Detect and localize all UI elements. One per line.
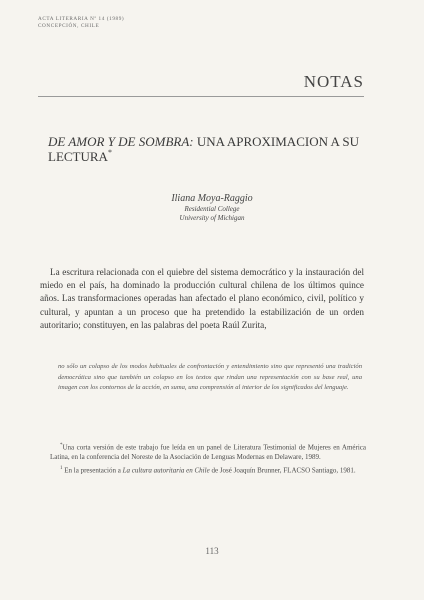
footnotes (50, 441, 366, 476)
footnote-2-suffix: de José Joaquín Brunner, FLACSO Santiago, 1981. (209, 465, 356, 474)
byline (0, 192, 424, 223)
footnote-1-text: Una corta versión de este trabajo fue leída en un panel de Literatura Testimonial de Mujeres en América Latina, en la conferencia del Noreste de la Asociación de Lenguas Modernas en Delaware, 1989. (50, 443, 366, 461)
footnote-2 (50, 464, 366, 476)
section-label: NOTAS (303, 72, 364, 91)
affiliation-university: University of Michigan (179, 214, 245, 222)
title-rest: UNA APROXIMACION A SU LECTURA (48, 134, 360, 164)
title-italic-part: DE AMOR Y DE SOMBRA: (48, 134, 194, 149)
footnote-2-book-title: La cultura autoritaria en Chile (122, 465, 210, 474)
footnote-1-marker: * (60, 443, 63, 448)
journal-location: CONCEPCIÓN, CHILE (38, 23, 100, 29)
author-name: Iliana Moya-Raggio (171, 193, 253, 204)
footnote-2-marker: 1 (60, 465, 63, 471)
body-paragraph: La escritura relacionada con el quiebre del sistema democrático y la instauración del miedo en el país, ha dominado la producción cultural chilena de los últimos quince años. Las transformaciones operadas han afectado el plano económico, civil, político y cultural, y apuntan a un proceso que ha pretendido la estabilización de un orden autoritario; constituyen, en las palabras del poeta Raúl Zurita, (40, 267, 364, 330)
block-quote: no sólo un colapso de los modos habituales de confrontación y entendimiento sino que representó una tradición democrática sino que también un colapso en los textos que rindan una representación con su base real, una imagen con los contornos de la acción, en suma, una comprensión al interior de los significados del lenguaje. (58, 363, 362, 392)
article-title (48, 134, 364, 164)
section-divider (38, 96, 364, 97)
affiliation-college: Residential College (184, 205, 240, 213)
footnote-2-prefix: En la presentación a (64, 465, 123, 474)
footnote-1 (50, 441, 366, 463)
page-number: 113 (205, 546, 219, 556)
title-footnote-marker: * (107, 148, 112, 157)
journal-name: ACTA LITERARIA Nº 14 (1989) (38, 16, 125, 22)
running-head (38, 16, 124, 30)
